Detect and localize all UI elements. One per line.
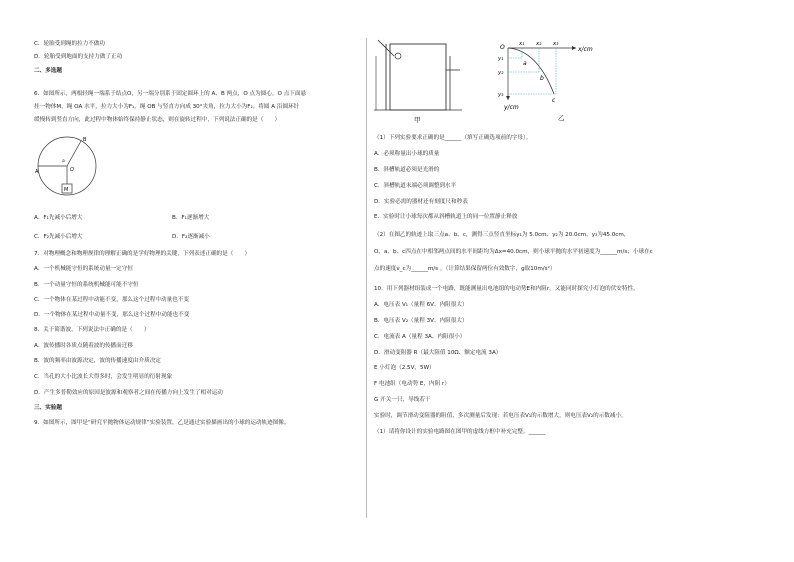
q10-part1: （1）请将你设计的实验电路图在图甲的虚线方框中补充完整。______	[374, 429, 546, 435]
q9-part2-line1: （2）在图乙的轨迹上取三点a、b、c，测得三点竖直坐标y₁为 5.0cm、y₂为 20.0cm、y₃为45.0cm，	[374, 232, 630, 238]
q6-stem-line1: 6．如图所示，两根轻绳一端系于结点O，另一端分别系于固定圆环上的 A、B 两点，O 点为圆心。O 点下面悬	[34, 91, 307, 97]
graph-x3: x₃	[553, 41, 559, 47]
graph-origin: O	[500, 44, 505, 51]
fig-label-jia: 甲	[414, 116, 421, 124]
fig-label-o-point: O	[70, 167, 74, 173]
q9-part1-option-c: C．斜槽轨道末端必须调整到水平	[374, 183, 457, 189]
q7-option-d: D．一个物体在某过程中动量不变，那么这个过程中动能也不变	[34, 312, 190, 318]
fig-label-b-point: B	[83, 137, 87, 143]
fig-label-a-point: A	[35, 169, 39, 175]
q7-stem: 7．对物理概念和物理规律的理解正确的是学好物理的关键，下列表述正确的是（ ）	[34, 251, 251, 257]
graph-point-a: a	[523, 60, 527, 67]
graph-x1: x₁	[519, 41, 525, 47]
q10-item-f: F 电池组（电动势 E，内阻 r）	[374, 381, 450, 387]
q8-option-c: C．当孔的大小比波长大得多时，会发生明显的衍射现象	[34, 374, 173, 380]
q6-option-d: D．F₂逐渐减小	[172, 234, 210, 240]
q9-part1-option-d: D．实验必需的器材还有刻度尺和秒表	[374, 199, 468, 205]
q5-option-d: D．轮胎受到地面的支持力做了正功	[34, 54, 123, 60]
graph-x-axis-label: x/cm	[578, 46, 593, 53]
q7-option-c: C．一个物体在某过程中动能不变，那么这个过程中动量也不变	[34, 297, 189, 303]
q10-experiment-note: 实验时，调节滑动变阻器的阻值，多次测量后发现：若电压表V₁的示数增大，则电压表V₂的示数减小。	[374, 413, 627, 419]
q9-apparatus-figure	[374, 38, 474, 128]
q7-option-b: B．一个动量守恒的系统机械能可能不守恒	[34, 282, 139, 288]
q6-option-b: B．F₁逐渐增大	[172, 215, 210, 221]
q8-stem: 8．关于简谐波，下列说法中正确的是（ ）	[34, 327, 150, 333]
q9-part2-line2: O、a、b、c四点在中相邻两点间的水平间距均为Δx=40.0cm，则小球平抛的水平初速度为______m/s；小球在c	[374, 249, 653, 255]
q7-option-a: A．一个机械能守恒的系统动量一定守恒	[34, 266, 133, 272]
graph-y2: y₂	[498, 70, 504, 76]
fig-label-mass: M	[64, 187, 69, 193]
q5-option-c: C．轮胎受到绳的拉力不做功	[34, 41, 106, 47]
q8-option-d: D．产生多普勒效应的原因是波源和观察者之间在传播方向上发生了相对运动	[34, 390, 223, 396]
q10-item-d: D．滑动变阻器 R（最大阻值 10Ω、额定电流 3A）	[374, 350, 502, 356]
q6-stem-line2: 挂一物体M，绳 OA 水平，拉力大小为F₁，绳 OB 与竖直方向成 30°夹角，拉力大小为F₂。将圆 A 沿圆环针	[34, 104, 300, 110]
q10-stem: 10．用下列器材组装成一个电路，既能测量出电池组的电动势E和内阻r，又能同时探究小灯泡的伏安特性。	[374, 286, 639, 292]
column-divider	[366, 38, 367, 518]
graph-y3: y₃	[498, 92, 504, 98]
q6-circle-figure	[34, 132, 104, 204]
q9-part1-option-b: B．斜槽轨道必须是光滑的	[374, 167, 440, 173]
q6-option-c: C．F₂先减小后增大	[34, 234, 83, 240]
q10-item-g: G 开关一只，导线若干	[374, 397, 431, 403]
q9-part1: （1）下列实验要求正确的是______（填写正确选项前的字母）。	[374, 135, 532, 141]
q9-part1-option-a: A．必须称量出小球的质量	[374, 151, 440, 157]
section-experiment: 三、实验题	[34, 405, 62, 411]
q9-trajectory-graph	[492, 36, 622, 126]
section-multiple-choice: 二、多选题	[34, 68, 62, 74]
q6-option-a: A．F₁先减小后增大	[34, 215, 83, 221]
graph-point-c: c	[552, 97, 556, 104]
q8-option-a: A．波传播时各质点随着波的传播而迁移	[34, 343, 133, 349]
graph-y1: y₁	[498, 56, 504, 62]
q10-item-b: B．电压表 V₂（量程 3V、内阻很大）	[374, 318, 468, 324]
q9-part1-option-e: E．实验时让小球每次都从斜槽轨道上的同一位置静止释放	[374, 214, 518, 220]
q10-item-a: A．电压表 V₁（量程 6V、内阻很大）	[374, 302, 468, 308]
q10-item-c: C．电流表 A（量程 3A、内阻很小）	[374, 334, 466, 340]
q10-item-e: E 小灯泡（2.5V，5W）	[374, 365, 435, 371]
q9-stem: 9．如图所示，图甲是“研究平抛物体运动规律”实验装置，乙是通过实验描画出的小球的运动轨迹图像。	[34, 420, 290, 426]
fig-label-yi: 乙	[558, 114, 565, 122]
fig-label-angle: a	[62, 159, 65, 164]
graph-x2: x₂	[536, 41, 542, 47]
q6-stem-line3: 缓慢转到竖直方向，此过程中物体始终保持静止状态，则在旋转过程中，下列说法正确的是（ ）	[34, 117, 281, 123]
graph-point-b: b	[540, 75, 544, 82]
graph-y-axis-label: y/cm	[504, 104, 519, 111]
q8-option-b: B．波的频率由波源决定，波的传播速度由介质决定	[34, 358, 161, 364]
q9-part2-line3: 点的速度v_c为______m/s 。（计算结果保留两位有效数字，g取10m/s²）	[374, 266, 556, 272]
